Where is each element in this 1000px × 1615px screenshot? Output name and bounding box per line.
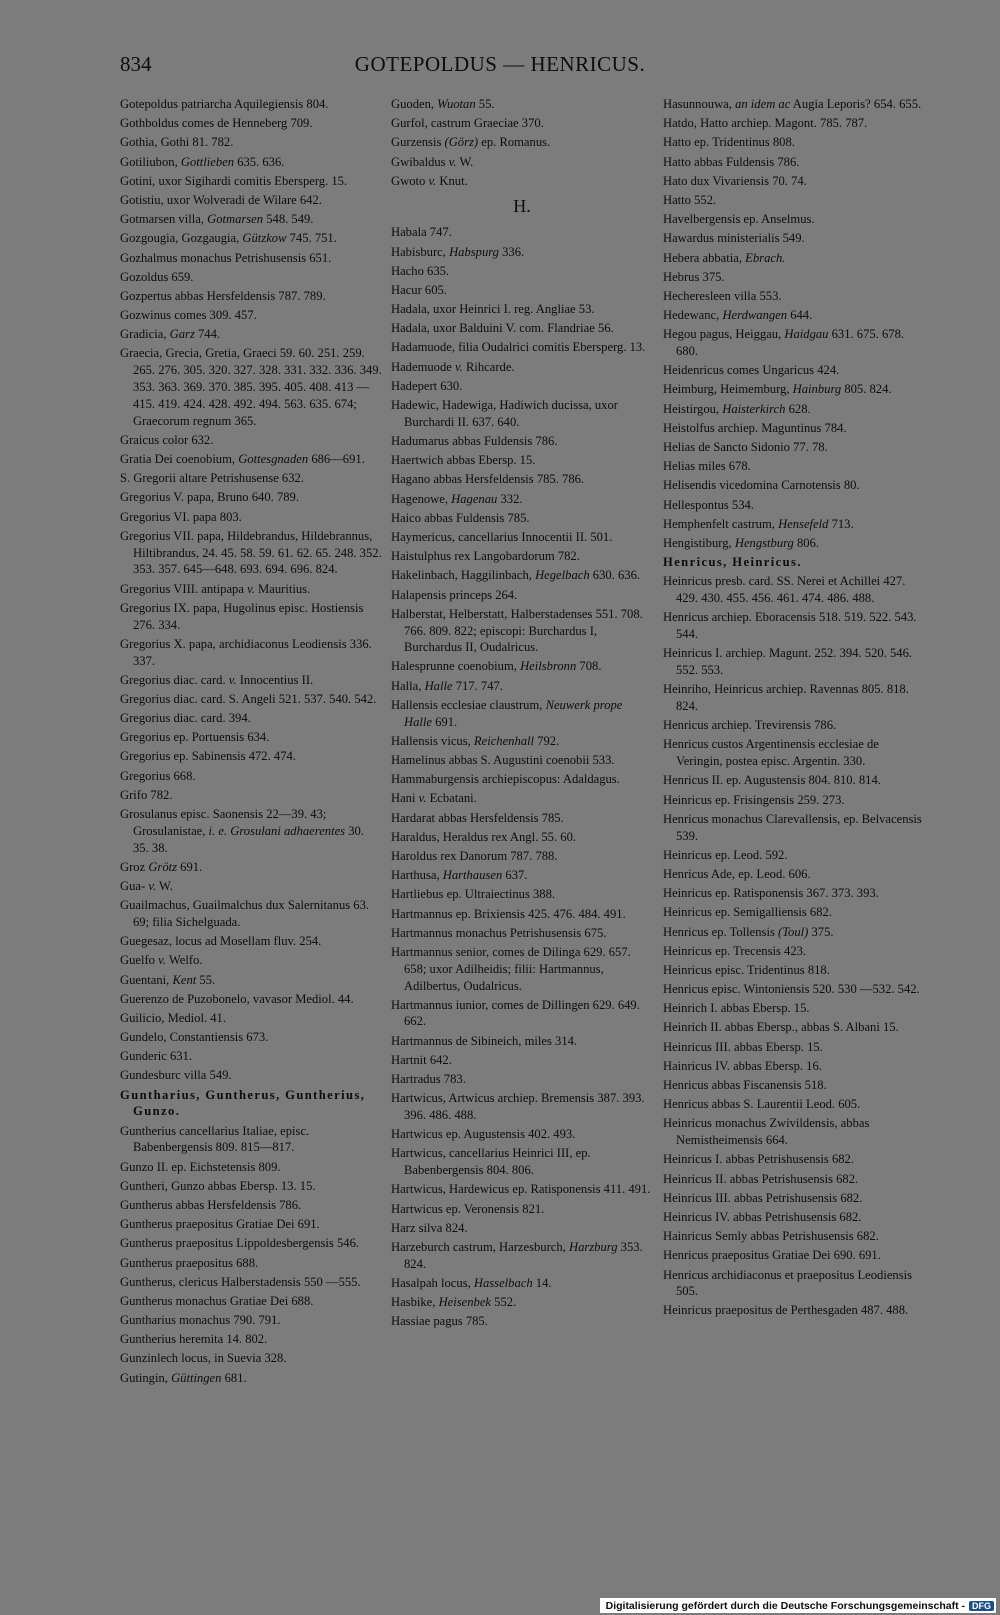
index-entry: Gregorius diac. card. 394. bbox=[120, 711, 251, 726]
index-entry: Grifo 782. bbox=[120, 787, 173, 802]
index-entry: Gozpertus abbas Hersfeldensis 787. 789. bbox=[120, 288, 326, 303]
index-entry: Gregorius diac. card. v. Innocentius II. bbox=[120, 672, 314, 687]
index-entry: Guoden, Wuotan 55. bbox=[391, 97, 495, 111]
index-entry: Hedewanc, Herdwangen 644. bbox=[663, 308, 813, 323]
index-entry: Heinriho, Heinricus archiep. Ravennas 805. 818. 824. bbox=[663, 682, 909, 714]
index-entry: Heinricus ep. Trecensis 423. bbox=[663, 943, 807, 958]
page-header bbox=[0, 52, 1000, 86]
index-entry: Hartwicus ep. Augustensis 402. 493. bbox=[391, 1127, 576, 1142]
index-entry: Hebera abbatia, Ebrach. bbox=[663, 250, 786, 265]
section-letter-heading: H. bbox=[513, 195, 531, 216]
index-entry: Guntharius monachus 790. 791. bbox=[120, 1313, 281, 1328]
index-entry: Helisendis vicedomina Carnotensis 80. bbox=[663, 478, 860, 493]
index-entry: Gregorius diac. card. S. Angeli 521. 537. 540. 542. bbox=[120, 691, 377, 706]
index-entry: Henricus archidiaconus et praepositus Leodiensis 505. bbox=[663, 1267, 913, 1299]
index-entry: Gregorius V. papa, Bruno 640. 789. bbox=[120, 490, 299, 505]
index-entry: Hengistiburg, Hengstburg 806. bbox=[663, 535, 820, 550]
index-entry: Hallensis vicus, Reichenhall 792. bbox=[391, 733, 560, 748]
index-entry: Hato dux Vivariensis 70. 74. bbox=[663, 173, 807, 188]
index-entry: Gurfol, castrum Graeciae 370. bbox=[391, 116, 544, 131]
index-entry: Gregorius X. papa, archidiaconus Leodiensis 336. 337. bbox=[120, 636, 372, 668]
index-entry: Gozoldus 659. bbox=[120, 269, 194, 284]
index-entry: Hakelinbach, Haggilinbach, Hegelbach 630. 636. bbox=[391, 568, 641, 583]
index-entry: Gothia, Gothi 81. 782. bbox=[120, 135, 234, 150]
index-entry: Hartnit 642. bbox=[391, 1052, 452, 1067]
index-entry: Guntherus praepositus 688. bbox=[120, 1255, 259, 1270]
index-entry: Gunderic 631. bbox=[120, 1049, 193, 1064]
index-entry: Hadala, uxor Balduini V. com. Flandriae 56. bbox=[391, 321, 614, 336]
footer-text: Digitalisierung gefördert durch die Deutsche Forschungsgemeinschaft - bbox=[605, 1599, 965, 1612]
index-entry: Hademuode v. Rihcarde. bbox=[391, 359, 515, 374]
index-entry: Gregorius ep. Sabinensis 472. 474. bbox=[120, 749, 296, 764]
index-entry: Helias de Sancto Sidonio 77. 78. bbox=[663, 439, 828, 454]
index-entry: Heinricus III. abbas Petrishusensis 682. bbox=[663, 1190, 863, 1205]
index-entry: Haymericus, cancellarius Innocentii II. 501. bbox=[391, 529, 613, 544]
index-entry: Grosulanus episc. Saonensis 22—39. 43; Grosulanistae, i. e. Grosulani adhaerentes 30. 35. 38. bbox=[120, 807, 364, 855]
index-entry: Halapensis princeps 264. bbox=[391, 587, 518, 602]
index-entry: Graicus color 632. bbox=[120, 432, 214, 447]
index-entry: Hani v. Ecbatani. bbox=[391, 791, 477, 806]
index-entry: Groz Grötz 691. bbox=[120, 859, 203, 874]
index-entry: Harz silva 824. bbox=[391, 1220, 468, 1235]
index-entry: Gregorius 668. bbox=[120, 768, 196, 783]
index-entry: Heistirgou, Haisterkirch 628. bbox=[663, 401, 811, 416]
index-entry: Gotepoldus patriarcha Aquilegiensis 804. bbox=[120, 97, 329, 111]
index-entry: Hadamuode, filia Oudalrici comitis Ebersperg. 13. bbox=[391, 340, 646, 355]
index-entry: Heinrich I. abbas Ebersp. 15. bbox=[663, 1001, 810, 1016]
index-entry: Hadepert 630. bbox=[391, 378, 463, 393]
index-entry: Henricus, Heinricus. bbox=[663, 555, 802, 570]
index-entry: Hatto abbas Fuldensis 786. bbox=[663, 154, 800, 169]
index-entry: Hartmannus ep. Brixiensis 425. 476. 484. 491. bbox=[391, 906, 626, 921]
index-entry: Helias miles 678. bbox=[663, 459, 751, 474]
index-entry: Guntheri, Gunzo abbas Ebersp. 13. 15. bbox=[120, 1178, 316, 1193]
index-entry: Henricus II. ep. Augustensis 804. 810. 814. bbox=[663, 773, 881, 788]
index-entry: Graecia, Grecia, Gretia, Graeci 59. 60. 251. 259. 265. 276. 305. 320. 327. 328. 331. 332. 336. 349. 353. 363. 369. 370. 385. 395. 405. 408. 413 —415. 419. 424. 428. 492. 494. 563. 635. 674; Graecorum regnum 365. bbox=[120, 346, 382, 428]
dfg-logo: DFG bbox=[969, 1601, 994, 1611]
index-entry: Gratia Dei coenobium, Gottesgnaden 686—691. bbox=[120, 452, 365, 466]
index-entry: Hemphenfelt castrum, Hensefeld 713. bbox=[663, 516, 854, 531]
index-entry: Hartmannus monachus Petrishusensis 675. bbox=[391, 925, 607, 940]
index-entry: Gothboldus comes de Henneberg 709. bbox=[120, 116, 313, 131]
index-entry: Hartradus 783. bbox=[391, 1072, 466, 1087]
index-entry: Haistulphus rex Langobardorum 782. bbox=[391, 549, 580, 564]
index-entry: Henricus Ade, ep. Leod. 606. bbox=[663, 866, 811, 881]
index-entry: Haico abbas Fuldensis 785. bbox=[391, 510, 530, 525]
index-entry: Hartmannus senior, comes de Dilinga 629. 657. 658; uxor Adilheidis; filii: Hartmannus, Adilbertus, Oudalricus. bbox=[391, 944, 631, 993]
index-entry: Guentani, Kent 55. bbox=[120, 972, 216, 987]
index-column-3 bbox=[663, 96, 925, 1322]
index-entry: Gotiliubon, Gottlieben 635. 636. bbox=[120, 154, 285, 169]
index-entry: Hecheresleen villa 553. bbox=[663, 288, 782, 303]
index-entry: Guntherius heremita 14. 802. bbox=[120, 1332, 268, 1347]
index-entry: Gutingin, Güttingen 681. bbox=[120, 1370, 247, 1385]
index-entry: Hainricus Semly abbas Petrishusensis 682. bbox=[663, 1229, 879, 1244]
index-entry: Hellespontus 534. bbox=[663, 497, 754, 512]
index-entry: Hartwicus, Artwicus archiep. Bremensis 387. 393. 396. 486. 488. bbox=[391, 1091, 645, 1123]
index-entry: Henricus ep. Tollensis (Toul) 375. bbox=[663, 924, 834, 939]
index-entry: Heinricus ep. Frisingensis 259. 273. bbox=[663, 792, 845, 807]
index-entry: Hadumarus abbas Fuldensis 786. bbox=[391, 434, 558, 449]
index-column-1 bbox=[120, 96, 382, 1389]
index-entry: Heinricus I. abbas Petrishusensis 682. bbox=[663, 1152, 854, 1167]
index-entry: Hacho 635. bbox=[391, 263, 450, 278]
index-entry: Hacur 605. bbox=[391, 282, 447, 297]
index-entry: Gregorius ep. Portuensis 634. bbox=[120, 730, 270, 745]
index-entry: Guegesaz, locus ad Mosellam fluv. 254. bbox=[120, 934, 322, 949]
index-entry: Hadewic, Hadewiga, Hadiwich ducissa, uxor Burchardi II. 637. 640. bbox=[391, 398, 618, 429]
index-entry: Guntherus, clericus Halberstadensis 550 —555. bbox=[120, 1274, 361, 1289]
index-entry: Gundesburc villa 549. bbox=[120, 1068, 232, 1083]
index-entry: Hallensis ecclesiae claustrum, Neuwerk prope Halle 691. bbox=[391, 697, 623, 729]
index-entry: Gozwinus comes 309. 457. bbox=[120, 308, 257, 323]
index-entry: Haertwich abbas Ebersp. 15. bbox=[391, 453, 536, 468]
index-entry: Hasbike, Heisenbek 552. bbox=[391, 1295, 517, 1310]
index-entry: Heinricus monachus Zwivildensis, abbas Nemistheimensis 664. bbox=[663, 1116, 870, 1148]
index-entry: Henricus abbas S. Laurentii Leod. 605. bbox=[663, 1097, 861, 1112]
index-entry: Gunzinlech locus, in Suevia 328. bbox=[120, 1351, 287, 1366]
index-entry: Guerenzo de Puzobonelo, vavasor Mediol. 44. bbox=[120, 991, 354, 1006]
index-entry: Hartwicus, Hardewicus ep. Ratisponensis 411. 491. bbox=[391, 1182, 651, 1197]
index-entry: Hagenowe, Hagenau 332. bbox=[391, 491, 523, 506]
index-entry: Hassiae pagus 785. bbox=[391, 1314, 488, 1329]
index-entry: Hatto ep. Tridentinus 808. bbox=[663, 135, 795, 150]
index-entry: Gotini, uxor Sigihardi comitis Ebersperg. 15. bbox=[120, 173, 348, 188]
index-entry: Gwoto v. Knut. bbox=[391, 173, 468, 188]
index-entry: Heinricus ep. Semigalliensis 682. bbox=[663, 905, 832, 920]
index-entry: Guntharius, Guntherus, Guntherius, Gunzo. bbox=[120, 1087, 366, 1119]
index-entry: Gregorius IX. papa, Hugolinus episc. Hostiensis 276. 334. bbox=[120, 600, 364, 632]
index-entry: Guntherus monachus Gratiae Dei 688. bbox=[120, 1293, 314, 1308]
index-entry: Hagano abbas Hersfeldensis 785. 786. bbox=[391, 472, 585, 487]
index-entry: Halla, Halle 717. 747. bbox=[391, 678, 503, 693]
index-entry: Heinricus IV. abbas Petrishusensis 682. bbox=[663, 1209, 862, 1224]
index-entry: Gwibaldus v. W. bbox=[391, 154, 474, 169]
index-entry: Haraldus, Heraldus rex Angl. 55. 60. bbox=[391, 829, 577, 844]
index-entry: Hartmannus iunior, comes de Dillingen 629. 649. 662. bbox=[391, 997, 640, 1029]
index-entry: Habisburc, Habspurg 336. bbox=[391, 244, 525, 259]
index-entry: Heimburg, Heimemburg, Hainburg 805. 824. bbox=[663, 382, 892, 397]
index-entry: Guntherus praepositus Gratiae Dei 691. bbox=[120, 1217, 320, 1232]
index-entry: Gundelo, Constantiensis 673. bbox=[120, 1030, 269, 1045]
index-entry: Henricus custos Argentinensis ecclesiae de Veringin, postea episc. Argentin. 330. bbox=[663, 737, 879, 769]
index-entry: Gregorius VIII. antipapa v. Mauritius. bbox=[120, 581, 311, 596]
index-entry: Hardarat abbas Hersfeldensis 785. bbox=[391, 810, 564, 825]
index-entry: Hawardus ministerialis 549. bbox=[663, 231, 805, 246]
index-entry: Gotmarsen villa, Gotmarsen 548. 549. bbox=[120, 212, 314, 227]
index-entry: Harthusa, Harthausen 637. bbox=[391, 868, 528, 883]
index-entry: Hartwicus ep. Veronensis 821. bbox=[391, 1201, 545, 1216]
footer-credit bbox=[600, 1598, 996, 1613]
index-entry: Hebrus 375. bbox=[663, 269, 725, 284]
index-entry: Halberstat, Helberstatt, Halberstadenses 551. 708. 766. 809. 822; episcopi: Burchardus I, Burchardus II, Oudalricus. bbox=[391, 606, 643, 655]
index-entry: Hamelinus abbas S. Augustini coenobii 533. bbox=[391, 753, 615, 768]
index-entry: Heinricus II. abbas Petrishusensis 682. bbox=[663, 1171, 859, 1186]
index-entry: Gua- v. W. bbox=[120, 878, 173, 893]
index-entry: Halesprunne coenobium, Heilsbronn 708. bbox=[391, 659, 602, 674]
page-title: GOTEPOLDUS — HENRICUS. bbox=[354, 52, 646, 76]
index-entry: Gradicia, Garz 744. bbox=[120, 327, 221, 342]
index-entry: Hasunnouwa, an idem ac Augia Leporis? 654. 655. bbox=[663, 97, 922, 111]
index-entry: Guailmachus, Guailmalchus dux Salernitanus 63. 69; filia Sichelguada. bbox=[120, 898, 370, 929]
index-entry: Gregorius VII. papa, Hildebrandus, Hildebrannus, Hiltibrandus, 24. 45. 58. 59. 61. 62. 65. 248. 352. 353. 357. 645—648. 693. 694. 696. 824. bbox=[120, 528, 382, 577]
index-entry: Guilicio, Mediol. 41. bbox=[120, 1010, 226, 1025]
index-entry: Heistolfus archiep. Maguntinus 784. bbox=[663, 420, 847, 435]
index-entry: Gozgougia, Gozgaugia, Gützkow 745. 751. bbox=[120, 231, 337, 246]
column-2-h-entries bbox=[391, 224, 653, 1330]
index-entry: Heinricus episc. Tridentinus 818. bbox=[663, 962, 830, 977]
index-entry: Heidenricus comes Ungaricus 424. bbox=[663, 363, 840, 378]
page-number: 834 bbox=[120, 52, 152, 76]
index-entry: Henricus archiep. Eboracensis 518. 519. 522. 543. 544. bbox=[663, 610, 917, 642]
index-entry: Havelbergensis ep. Anselmus. bbox=[663, 212, 815, 227]
index-entry: Hainricus IV. abbas Ebersp. 16. bbox=[663, 1058, 822, 1073]
index-entry: Henricus archiep. Trevirensis 786. bbox=[663, 718, 837, 733]
index-entry: Guelfo v. Welfo. bbox=[120, 953, 203, 968]
index-entry: Henricus abbas Fiscanensis 518. bbox=[663, 1078, 827, 1093]
index-entry: Heinricus ep. Ratisponensis 367. 373. 393. bbox=[663, 886, 879, 901]
index-entry: Haroldus rex Danorum 787. 788. bbox=[391, 848, 558, 863]
index-entry: Hadala, uxor Heinrici I. reg. Angliae 53. bbox=[391, 302, 595, 317]
index-entry: Gozhalmus monachus Petrishusensis 651. bbox=[120, 250, 332, 265]
index-entry: Hegou pagus, Heiggau, Haidgau 631. 675. 678. 680. bbox=[663, 327, 905, 359]
index-entry: Heinricus III. abbas Ebersp. 15. bbox=[663, 1039, 823, 1054]
index-entry: S. Gregorii altare Petrishusense 632. bbox=[120, 471, 304, 486]
index-column-2 bbox=[391, 96, 653, 1333]
index-entry: Hammaburgensis archiepiscopus: Adaldagus. bbox=[391, 772, 620, 787]
index-entry: Heinricus ep. Leod. 592. bbox=[663, 847, 788, 862]
index-entry: Hatdo, Hatto archiep. Magont. 785. 787. bbox=[663, 116, 868, 131]
index-entry: Henricus monachus Clarevallensis, ep. Belvacensis 539. bbox=[663, 811, 922, 843]
index-entry: Hatto 552. bbox=[663, 192, 717, 207]
index-entry: Heinricus presb. card. SS. Nerei et Achillei 427. 429. 430. 455. 456. 461. 474. 486. 488. bbox=[663, 574, 906, 606]
index-entry: Guntherus praepositus Lippoldesbergensis 546. bbox=[120, 1236, 360, 1251]
index-entry: Hasalpah locus, Hasselbach 14. bbox=[391, 1275, 552, 1290]
index-entry: Harzeburch castrum, Harzesburch, Harzburg 353. 824. bbox=[391, 1239, 643, 1271]
index-entry: Gotistiu, uxor Wolveradi de Wilare 642. bbox=[120, 192, 322, 207]
index-entry: Henricus episc. Wintoniensis 520. 530 —532. 542. bbox=[663, 982, 920, 997]
index-entry: Guntherus abbas Hersfeldensis 786. bbox=[120, 1197, 302, 1212]
index-entry: Hartliebus ep. Ultraiectinus 388. bbox=[391, 887, 556, 902]
index-entry: Heinricus I. archiep. Magunt. 252. 394. 520. 546. 552. 553. bbox=[663, 646, 913, 678]
index-entry: Heinrich II. abbas Ebersp., abbas S. Albani 15. bbox=[663, 1020, 899, 1035]
index-entry: Heinricus praepositus de Perthesgaden 487. 488. bbox=[663, 1303, 909, 1318]
column-2-top-entries bbox=[391, 96, 653, 190]
index-entry: Hartwicus, cancellarius Heinrici III, ep. Babenbergensis 804. 806. bbox=[391, 1146, 591, 1178]
index-entry: Gurzensis (Görz) ep. Romanus. bbox=[391, 135, 551, 150]
index-entry: Henricus praepositus Gratiae Dei 690. 691. bbox=[663, 1248, 881, 1263]
index-entry: Guntherius cancellarius Italiae, episc. Babenbergensis 809. 815—817. bbox=[120, 1123, 310, 1155]
index-entry: Gregorius VI. papa 803. bbox=[120, 509, 242, 524]
index-entry: Gunzo II. ep. Eichstetensis 809. bbox=[120, 1159, 281, 1174]
index-entry: Hartmannus de Sibineich, miles 314. bbox=[391, 1033, 578, 1048]
index-entry: Habala 747. bbox=[391, 225, 452, 240]
